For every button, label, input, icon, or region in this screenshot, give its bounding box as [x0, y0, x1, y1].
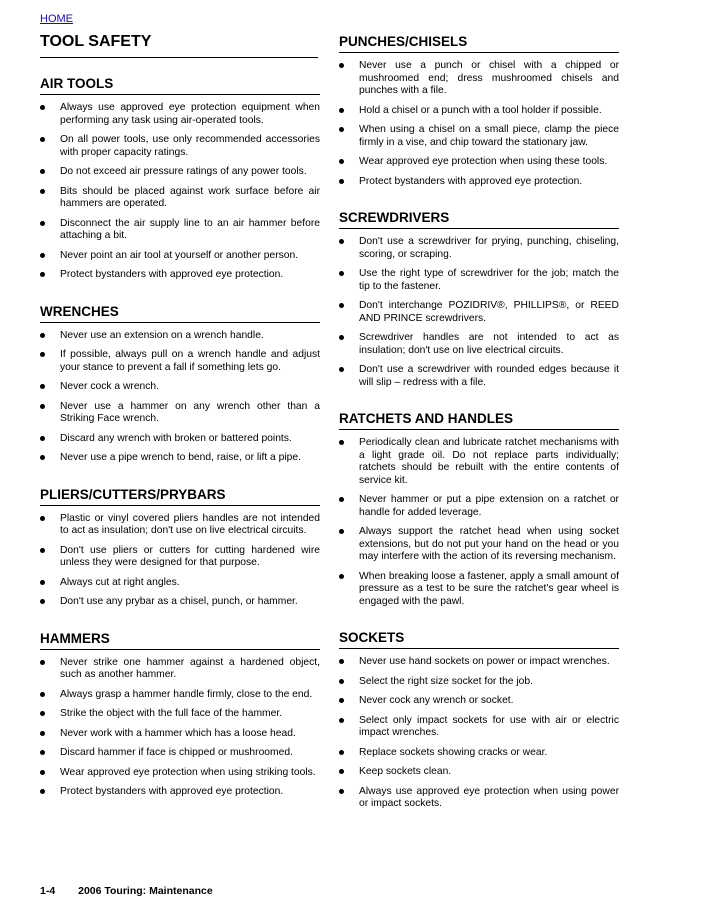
list-item-text: Never use hand sockets on power or impact wrenches. — [359, 656, 610, 667]
list-item — [40, 218, 320, 243]
list-item — [339, 437, 619, 487]
list-item — [40, 134, 320, 159]
bullet-icon — [339, 239, 344, 244]
list-item-text: Strike the object with the full face of the hammer. — [60, 708, 283, 719]
home-link[interactable]: HOME — [40, 13, 73, 25]
section-heading: SOCKETS — [339, 630, 619, 649]
bullet-icon — [339, 789, 344, 794]
list-item-text: Never hammer or put a pipe extension on a ratchet or handle for added leverage. — [359, 494, 619, 518]
list-item-text: Never use a hammer on any wrench other than a Striking Face wrench. — [60, 400, 320, 424]
list-item — [339, 747, 619, 760]
bullet-icon — [339, 63, 344, 68]
bullet-icon — [339, 127, 344, 132]
bullet-list — [40, 513, 320, 609]
bullet-icon — [40, 516, 45, 521]
bullet-icon — [40, 599, 45, 604]
list-item-text: Protect bystanders with approved eye protection. — [60, 786, 284, 797]
list-item-text: Never strike one hammer against a hardened object, such as another hammer. — [60, 656, 320, 680]
list-item-text: Always use approved eye protection when using power or impact sockets. — [359, 785, 619, 809]
list-item-text: Protect bystanders with approved eye protection. — [359, 175, 583, 187]
list-item-text: Never point an air tool at yourself or another person. — [60, 249, 299, 261]
section-ratchets-and-handles — [339, 411, 619, 608]
list-item — [40, 452, 320, 465]
bullet-icon — [40, 253, 45, 258]
section-heading: RATCHETS AND HANDLES — [339, 411, 619, 430]
list-item — [40, 102, 320, 127]
list-item-text: Do not exceed air pressure ratings of any power tools. — [60, 166, 307, 177]
section-punches-chisels — [339, 34, 619, 188]
list-item — [339, 176, 619, 189]
section-heading: WRENCHES — [40, 304, 320, 323]
bullet-icon — [339, 497, 344, 502]
list-item-text: Always cut at right angles. — [60, 576, 180, 588]
list-item — [339, 494, 619, 519]
list-item — [339, 786, 619, 811]
list-item — [40, 349, 320, 374]
list-item — [40, 728, 320, 741]
bullet-list — [339, 236, 619, 389]
bullet-icon — [339, 698, 344, 703]
list-item — [339, 236, 619, 261]
bullet-icon — [339, 769, 344, 774]
list-item-text: Never cock any wrench or socket. — [359, 695, 514, 706]
list-item-text: Protect bystanders with approved eye protection. — [60, 269, 284, 280]
list-item-text: Always support the ratchet head when using socket extensions, but do not put your hand on the head or you may interfere with the action of its reversing mechanism. — [359, 526, 619, 562]
left-column — [40, 76, 320, 821]
list-item-text: Never cock a wrench. — [60, 381, 160, 392]
list-item-text: When breaking loose a fastener, apply a small amount of pressure as a test to be sure the ratchet's gear wheel is engaged with the pawl. — [359, 570, 619, 607]
bullet-list — [40, 102, 320, 282]
list-item — [40, 786, 320, 799]
bullet-icon — [40, 137, 45, 142]
bullet-list — [40, 330, 320, 465]
list-item — [40, 657, 320, 682]
list-item-text: Hold a chisel or a punch with a tool holder if possible. — [359, 104, 602, 116]
section-heading: AIR TOOLS — [40, 76, 320, 95]
bullet-icon — [40, 189, 45, 194]
list-item — [339, 105, 619, 118]
page-number: 1-4 — [40, 885, 56, 897]
bullet-icon — [40, 105, 45, 110]
list-item-text: Don't use a screwdriver for prying, punching, chiseling, scoring, or scraping. — [359, 236, 619, 260]
bullet-icon — [339, 718, 344, 723]
bullet-list — [339, 656, 619, 811]
list-item — [40, 250, 320, 263]
section-sockets — [339, 630, 619, 811]
list-item — [40, 381, 320, 394]
list-item — [40, 166, 320, 179]
bullet-icon — [339, 440, 344, 445]
section-hammers — [40, 631, 320, 799]
bullet-icon — [40, 789, 45, 794]
bullet-list — [339, 437, 619, 608]
bullet-icon — [339, 335, 344, 340]
section-heading: PUNCHES/CHISELS — [339, 34, 619, 53]
list-item-text: Never use an extension on a wrench handle. — [60, 329, 264, 341]
bullet-icon — [40, 272, 45, 277]
list-item — [40, 513, 320, 538]
list-item-text: Select only impact sockets for use with air or electric impact wrenches. — [359, 714, 619, 738]
list-item-text: When using a chisel on a small piece, clamp the piece firmly in a vise, and chip toward the stationary jaw. — [359, 124, 619, 148]
bullet-icon — [339, 108, 344, 113]
list-item-text: Don't use pliers or cutters for cutting hardened wire unless they were designed for that purpose. — [60, 544, 320, 568]
bullet-icon — [339, 303, 344, 308]
list-item-text: Don't use any prybar as a chisel, punch, or hammer. — [60, 596, 298, 607]
section-wrenches — [40, 304, 320, 465]
list-item — [40, 401, 320, 426]
section-heading: PLIERS/CUTTERS/PRYBARS — [40, 487, 320, 506]
bullet-icon — [40, 333, 45, 338]
list-item-text: Wear approved eye protection when using striking tools. — [60, 766, 316, 778]
list-item-text: Select the right size socket for the job. — [359, 675, 533, 687]
list-item-text: Screwdriver handles are not intended to act as insulation; don't use on live electrical circuits. — [359, 332, 619, 356]
bullet-icon — [339, 179, 344, 184]
bullet-icon — [40, 221, 45, 226]
bullet-icon — [339, 529, 344, 534]
section-heading: SCREWDRIVERS — [339, 210, 619, 229]
bullet-list — [40, 657, 320, 799]
list-item — [40, 596, 320, 609]
list-item-text: Never use a punch or chisel with a chipped or mushroomed end; dress mushroomed chisels and punches with a file. — [359, 60, 619, 96]
bullet-icon — [40, 384, 45, 389]
list-item-text: Periodically clean and lubricate ratchet mechanisms with a light grade oil. Do not replace parts individually; ratchets should be rebuilt with the entire contents of service kit. — [359, 437, 619, 486]
list-item — [339, 60, 619, 98]
list-item — [40, 689, 320, 702]
bullet-icon — [339, 750, 344, 755]
bullet-icon — [40, 731, 45, 736]
list-item — [339, 571, 619, 609]
bullet-icon — [40, 711, 45, 716]
bullet-icon — [339, 574, 344, 579]
list-item — [40, 433, 320, 446]
list-item-text: Replace sockets showing cracks or wear. — [359, 746, 548, 758]
section-screwdrivers — [339, 210, 619, 389]
list-item-text: Always use approved eye protection equipment when performing any task using air-operated tools. — [60, 102, 320, 126]
list-item-text: Discard any wrench with broken or battered points. — [60, 432, 292, 444]
list-item-text: Always grasp a hammer handle firmly, close to the end. — [60, 688, 313, 700]
bullet-icon — [339, 159, 344, 164]
list-item — [339, 676, 619, 689]
bullet-list — [339, 60, 619, 188]
list-item — [40, 708, 320, 721]
list-item — [40, 269, 320, 282]
list-item — [40, 577, 320, 590]
list-item — [40, 186, 320, 211]
list-item-text: Never use a pipe wrench to bend, raise, or lift a pipe. — [60, 452, 301, 463]
section-pliers-cutters-prybars — [40, 487, 320, 609]
list-item — [339, 526, 619, 564]
list-item — [339, 656, 619, 669]
page-title: TOOL SAFETY — [40, 33, 318, 58]
bullet-icon — [40, 436, 45, 441]
bullet-icon — [339, 271, 344, 276]
list-item-text: Discard hammer if face is chipped or mushroomed. — [60, 747, 293, 758]
page-footer — [40, 885, 213, 897]
list-item-text: If possible, always pull on a wrench handle and adjust your stance to prevent a fall if something lets go. — [60, 349, 320, 373]
bullet-icon — [40, 750, 45, 755]
bullet-icon — [40, 169, 45, 174]
section-heading: HAMMERS — [40, 631, 320, 650]
list-item — [339, 715, 619, 740]
list-item-text: On all power tools, use only recommended accessories with proper capacity ratings. — [60, 134, 320, 158]
list-item — [40, 767, 320, 780]
bullet-icon — [40, 352, 45, 357]
list-item-text: Wear approved eye protection when using these tools. — [359, 156, 608, 167]
bullet-icon — [40, 580, 45, 585]
list-item — [339, 332, 619, 357]
list-item — [40, 330, 320, 343]
bullet-icon — [339, 679, 344, 684]
list-item — [339, 695, 619, 708]
list-item — [339, 364, 619, 389]
list-item-text: Bits should be placed against work surface before air hammers are operated. — [60, 185, 320, 209]
bullet-icon — [339, 659, 344, 664]
list-item — [339, 124, 619, 149]
list-item-text: Plastic or vinyl covered pliers handles are not intended to act as insulation; don't use on live electrical circuits. — [60, 512, 320, 536]
list-item-text: Don't interchange POZIDRIV®, PHILLIPS®, or REED AND PRINCE screwdrivers. — [359, 300, 619, 324]
list-item-text: Keep sockets clean. — [359, 766, 452, 777]
list-item-text: Don't use a screwdriver with rounded edges because it will slip – redress with a file. — [359, 364, 619, 388]
bullet-icon — [339, 367, 344, 372]
list-item — [339, 300, 619, 325]
list-item — [40, 747, 320, 760]
manual-title: 2006 Touring: Maintenance — [78, 885, 213, 897]
right-column — [339, 34, 619, 833]
list-item-text: Disconnect the air supply line to an air hammer before attaching a bit. — [60, 217, 320, 241]
bullet-icon — [40, 455, 45, 460]
bullet-icon — [40, 660, 45, 665]
list-item — [40, 545, 320, 570]
bullet-icon — [40, 548, 45, 553]
bullet-icon — [40, 770, 45, 775]
list-item-text: Never work with a hammer which has a loose head. — [60, 727, 296, 739]
list-item-text: Use the right type of screwdriver for the job; match the tip to the fastener. — [359, 268, 619, 292]
section-air-tools — [40, 76, 320, 282]
bullet-icon — [40, 692, 45, 697]
list-item — [339, 268, 619, 293]
list-item — [339, 156, 619, 169]
list-item — [339, 766, 619, 779]
bullet-icon — [40, 404, 45, 409]
